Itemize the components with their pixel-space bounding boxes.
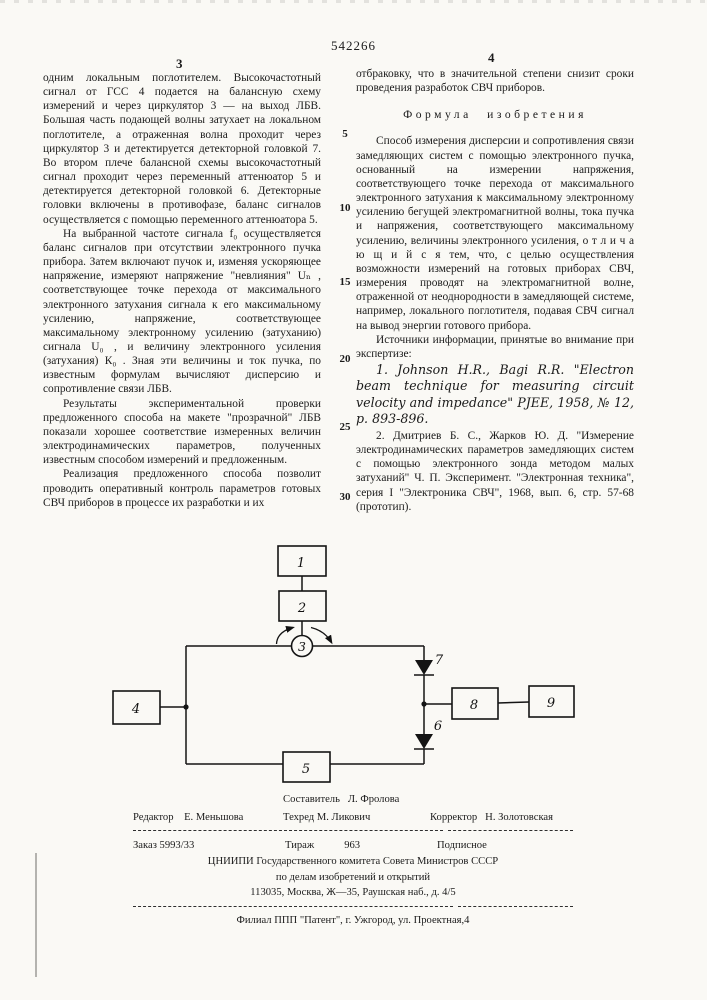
gutter-line-number-20: 20 [339, 353, 351, 365]
footer-tirazh [285, 840, 360, 851]
left-paragraph-1: одним локальным поглотителем. Высокочастотный сигнал от ГСС 4 подается на балансную схему измерений и через циркулятор 3 — на выход ЛБВ. Большая часть подающей волны затухает на локальном поглотителе, а отраженная волна проходит через циркулятор 3 и детектируется детекторной головкой 7. Во втором плече балансной схемы высокочастотный сигнал проходит через переменный аттенюатор 5 и детектируется детекторной головкой 6. Детекторные головки включены в противофазе, баланс сигналов осуществляется с помощью переменного аттенюатора 5. [43, 72, 321, 226]
right-intro-paragraph: отбраковку, что в значительной степени снизит сроки проведения разработок СВЧ приборов. [356, 68, 634, 95]
reference-1-handwritten: 1. Johnson H.R., Bagi R.R. "Electron beam technique for measuring circuit velocity and impedance" PJEE, 1958, № 12, p. 893-896. [356, 361, 634, 427]
diode-7-icon [415, 660, 433, 675]
block-8-label: 8 [469, 698, 479, 713]
claim-paragraph: Способ измерения дисперсии и сопротивления связи замедляющих систем с помощью электронного пучка, основанный на измерении напряжения, соответствующего точке перехода от максимального электронного затухания к максимальному электронному усилению бегущей электромагнитной волны, тока пучка и напряжения, соответствующего максимальному усилению, величины электронного усиления, о т л и ч а ю щ и й с я тем, что, с целью осуществления возможности измерений на готовых приборах СВЧ, измерения проводят на электромагнитной волне, отраженной от неоднородности в замедляющей системе, например, локального поглотителя, подавая СВЧ сигнал на вывод энергии готового прибора. [356, 135, 634, 332]
block-5-label: 5 [301, 762, 311, 777]
page-number-left: 3 [176, 56, 183, 71]
block-diagram [0, 540, 707, 792]
diode-7-label: 7 [434, 653, 444, 668]
gutter-line-number-5: 5 [342, 128, 348, 140]
reference-2: 2. Дмитриев Б. С., Жарков Ю. Д. "Измерение электродинамических параметров замедляющих систем с помощью электронного зонда методом малых затуханий" Ч. П. Эксперимент. "Электронная техника", серия I "Электроника СВЧ", 1968, вып. 6, стр. 57-68 (прототип). [356, 429, 634, 513]
diagram-diodes [183, 660, 433, 749]
left-paragraph-2: На выбранной частоте сигнала f₀ осуществляется баланс сигналов при отсутствии электронного пучка прибора. Затем включают пучок и, изменяя ускоряющее напряжение, измеряют напряжение "невлияния" Uₙ , соответствующее точке перехода от максимального электронного затухания сигнала к его максимальному усилению, напряжение, соответствующее максимальному электронному усилению (затуханию) сигнала U₀ , и величину электронного усиления (затухания) К₀ . Зная эти величины и ток пучка, по известным формулам вычисляют дисперсию и сопротивление связи ЛБВ. [43, 227, 321, 396]
footer-subscription: Подписное [437, 840, 487, 851]
left-text-column [43, 71, 321, 510]
divider-dashed-2a [133, 906, 453, 907]
diagram-blocks [113, 546, 574, 782]
scan-edge-artifact [35, 853, 37, 977]
junction-dot-right [421, 701, 426, 706]
footer-tirazh-label: Тираж [285, 840, 315, 851]
divider-dashed-1a [133, 830, 443, 831]
circulator-label: 3 [298, 639, 306, 654]
footer-corrector: Корректор Н. Золотовская [430, 812, 554, 823]
right-text-column [356, 67, 634, 514]
left-paragraph-3: Результаты экспериментальной проверки предложенного способа на макете "прозрачной" ЛБВ показали хорошее соответствие измеренных величин электродинамических параметров, полученных известным способом измерений и предложенным. [43, 397, 321, 467]
diagram-labels [131, 556, 555, 777]
footer-composer: Составитель Л. Фролова [283, 794, 400, 805]
block-2-label: 2 [297, 601, 307, 616]
footer-tirazh-value: 963 [344, 840, 361, 851]
gutter-line-number-30: 30 [339, 491, 351, 503]
footer-org-line1: ЦНИИПИ Государственного комитета Совета Министров СССР [207, 856, 499, 867]
gutter-line-number-25: 25 [339, 421, 351, 433]
junction-dot-left [183, 704, 188, 709]
footer-tekhred: Техред М. Ликович [283, 812, 371, 823]
diode-6-icon [415, 734, 433, 749]
gutter-line-number-15: 15 [339, 276, 351, 288]
sources-intro: Источники информации, принятые во внимание при экспертизе: [356, 333, 634, 360]
block-1-label: 1 [296, 556, 306, 571]
block-4-label: 4 [131, 702, 141, 717]
diode-6-label: 6 [433, 719, 443, 734]
scan-top-edge-artifact [0, 0, 707, 3]
footer-org-line2: по делам изобретений и открытий [275, 872, 431, 883]
diagram-wires [160, 576, 529, 764]
footer-editor: Редактор Е. Меньшова [133, 812, 244, 823]
footer-branch: Филиал ППП "Патент", г. Ужгород, ул. Проектная,4 [236, 915, 470, 926]
divider-dashed-1b [448, 830, 573, 831]
divider-dashed-2b [458, 906, 573, 907]
block-9-label: 9 [546, 696, 556, 711]
patent-number: 542266 [331, 38, 376, 53]
footer-address: 113035, Москва, Ж—35, Раушская наб., д. 4/5 [250, 887, 456, 898]
page-number-right: 4 [488, 50, 495, 65]
footer-order-number: Заказ 5993/33 [133, 840, 195, 851]
formula-heading: Формула изобретения [403, 108, 587, 122]
left-paragraph-4: Реализация предложенного способа позволит проводить оперативный контроль параметров готовых СВЧ приборов в процессе их разработки и их [43, 468, 321, 509]
gutter-line-number-10: 10 [339, 202, 351, 214]
